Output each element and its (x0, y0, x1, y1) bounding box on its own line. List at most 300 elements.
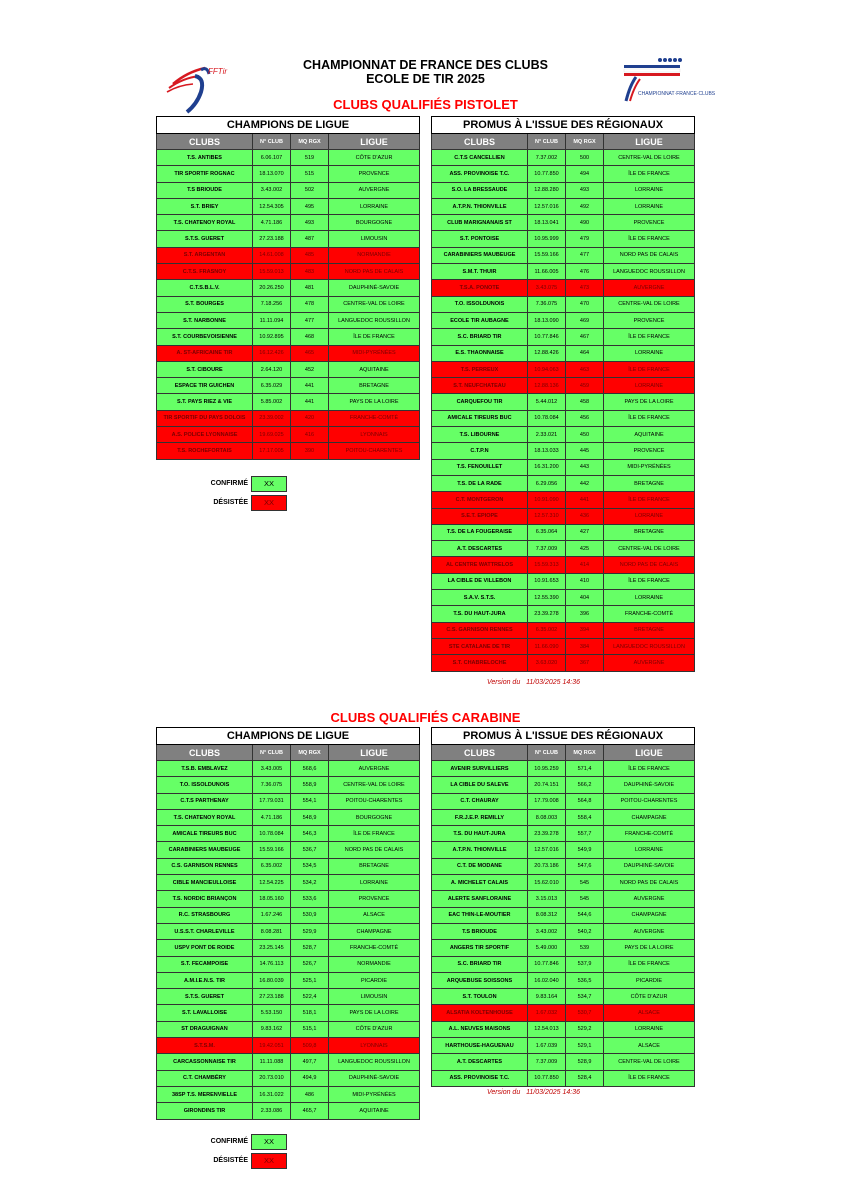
mq-rgx: 526,7 (291, 956, 329, 972)
ligue-name: PAYS DE LA LOIRE (604, 394, 695, 410)
club-number: 23.39.002 (253, 410, 291, 426)
club-name: S.T. TOULON (432, 989, 528, 1005)
legend-pistolet (195, 475, 287, 513)
mq-rgx: 522,4 (291, 989, 329, 1005)
club-name: S.E.T. EPIOPE (432, 508, 528, 524)
club-number: 2.64.120 (253, 361, 291, 377)
table-row (432, 793, 695, 809)
ligue-name: ALSACE (604, 1038, 695, 1054)
mq-rgx: 530,9 (291, 907, 329, 923)
club-name: ANGERS TIR SPORTIF (432, 940, 528, 956)
mq-rgx: 420 (291, 410, 329, 426)
club-name: CARABINIERS MAUBEUGE (157, 842, 253, 858)
club-name: A.T.P.N. THIONVILLE (432, 842, 528, 858)
club-number: 18.13.090 (528, 312, 566, 328)
ligue-name: LANGUEDOC ROUSSILLON (329, 1054, 420, 1070)
ligue-name: BRETAGNE (604, 622, 695, 638)
ligue-name: ÎLE DE FRANCE (604, 761, 695, 777)
mq-rgx: 509,8 (291, 1038, 329, 1054)
table-title: PROMUS À L'ISSUE DES RÉGIONAUX (432, 117, 695, 134)
club-name: T.S. NORDIC BRIANÇON (157, 891, 253, 907)
ligue-name: DAUPHINÉ-SAVOIE (329, 280, 420, 296)
mq-rgx: 497,7 (291, 1054, 329, 1070)
club-number: 20.73.186 (528, 858, 566, 874)
table-row (157, 427, 420, 443)
mq-rgx: 410 (566, 573, 604, 589)
table-row (157, 1070, 420, 1086)
mq-rgx: 459 (566, 378, 604, 394)
ligue-name: PROVENCE (604, 443, 695, 459)
table-row (432, 231, 695, 247)
table-row (157, 166, 420, 182)
club-name: ALSATIA KOLTENHOUSE (432, 1005, 528, 1021)
mq-rgx: 537,9 (566, 956, 604, 972)
ligue-name: LIMOUSIN (329, 231, 420, 247)
ligue-name: LORRAINE (604, 842, 695, 858)
club-name: T.S. DE LA RADE (432, 475, 528, 491)
mq-rgx: 549,9 (566, 842, 604, 858)
table-row (157, 1038, 420, 1054)
club-name: U.S.S.T. CHARLEVILLE (157, 923, 253, 939)
club-number: 2.33.086 (253, 1103, 291, 1119)
mq-rgx: 544,6 (566, 907, 604, 923)
table-row (157, 361, 420, 377)
club-number: 12.54.305 (253, 198, 291, 214)
table-row (157, 1086, 420, 1102)
ligue-name: LORRAINE (604, 508, 695, 524)
mq-rgx: 518,1 (291, 1005, 329, 1021)
club-name: A.T. DESCARTES (432, 1054, 528, 1070)
club-name: S.C. BRIARD TIR (432, 329, 528, 345)
club-name: TIR SPORTIF DU PAYS DOLOIS (157, 410, 253, 426)
mq-rgx: 473 (566, 280, 604, 296)
club-number: 6.35.029 (253, 378, 291, 394)
ligue-name: CENTRE-VAL DE LOIRE (604, 150, 695, 166)
club-number: 10.77.846 (528, 329, 566, 345)
club-name: S.O. LA BRESSAUDE (432, 182, 528, 198)
table-row (432, 606, 695, 622)
club-number: 15.59.013 (253, 264, 291, 280)
column-header: N° CLUB (253, 134, 291, 150)
club-number: 5.85.002 (253, 394, 291, 410)
club-number: 18.13.070 (253, 166, 291, 182)
club-name: T.S. CHATENOY ROYAL (157, 215, 253, 231)
table-row (157, 1103, 420, 1119)
table-row (157, 150, 420, 166)
club-number: 1.67.246 (253, 907, 291, 923)
ligue-name: NORMANDIE (329, 247, 420, 263)
mq-rgx: 529,2 (566, 1021, 604, 1037)
club-number: 15.62.010 (528, 875, 566, 891)
table-row (432, 761, 695, 777)
table-row (432, 655, 695, 671)
club-number: 1.67.039 (528, 1038, 566, 1054)
club-number: 10.95.999 (528, 231, 566, 247)
table-row (432, 166, 695, 182)
column-header: N° CLUB (528, 134, 566, 150)
club-number: 16.31.022 (253, 1086, 291, 1102)
club-name: ALERTE SANFLORAINE (432, 891, 528, 907)
club-name: C.T. CHAMBÉRY (157, 1070, 253, 1086)
table-row (157, 761, 420, 777)
table-row (432, 1038, 695, 1054)
section-title-pistolet: CLUBS QUALIFIÉS PISTOLET (333, 97, 518, 112)
ligue-name: ÎLE DE FRANCE (604, 361, 695, 377)
club-name: C.T.P.N (432, 443, 528, 459)
club-number: 12.88.280 (528, 182, 566, 198)
ligue-name: BOURGOGNE (329, 809, 420, 825)
ligue-name: MIDI-PYRÉNÉES (604, 459, 695, 475)
club-number: 15.59.313 (528, 557, 566, 573)
club-number: 10.91.090 (528, 492, 566, 508)
mq-rgx: 467 (566, 329, 604, 345)
mq-rgx: 529,9 (291, 923, 329, 939)
mq-rgx: 534,7 (566, 989, 604, 1005)
ligue-name: LYONNAIS (329, 1038, 420, 1054)
club-name: S.T. NEUFCHATEAU (432, 378, 528, 394)
table-row (432, 907, 695, 923)
ligue-name: CHAMPAGNE (329, 923, 420, 939)
table-title: CHAMPIONS DE LIGUE (157, 728, 420, 745)
club-number: 11.11.088 (253, 1054, 291, 1070)
ligue-name: CENTRE-VAL DE LOIRE (604, 296, 695, 312)
column-header: LIGUE (604, 134, 695, 150)
table-row (432, 280, 695, 296)
table-row (432, 956, 695, 972)
club-name: S.A.V. S.T.S. (432, 590, 528, 606)
club-number: 18.13.033 (528, 443, 566, 459)
club-name: T.S. FENOUILLET (432, 459, 528, 475)
mq-rgx: 443 (566, 459, 604, 475)
club-number: 16.02.040 (528, 972, 566, 988)
table-row (157, 842, 420, 858)
ligue-name: DAUPHINÉ-SAVOIE (329, 1070, 420, 1086)
table-row (432, 940, 695, 956)
ligue-name: CÔTE D'AZUR (329, 150, 420, 166)
version-carabine: Version du 11/03/2025 14:36 (487, 1089, 581, 1096)
club-name: EAC THIN-LE-MOUTIER (432, 907, 528, 923)
ligue-name: CHAMPAGNE (604, 907, 695, 923)
table-row (432, 345, 695, 361)
table-row (432, 492, 695, 508)
ligue-name: ALSACE (329, 907, 420, 923)
mq-rgx: 539 (566, 940, 604, 956)
club-number: 2.33.021 (528, 427, 566, 443)
club-number: 12.57.310 (528, 508, 566, 524)
ligue-name: PROVENCE (604, 312, 695, 328)
table-row (157, 394, 420, 410)
legend-desisted-label: DÉSISTÉE (213, 499, 248, 506)
club-name: S.T.S. GUERET (157, 231, 253, 247)
table-row (157, 826, 420, 842)
mq-rgx: 396 (566, 606, 604, 622)
table-row (157, 891, 420, 907)
mq-rgx: 427 (566, 524, 604, 540)
club-name: ECOLE TIR AUBAGNE (432, 312, 528, 328)
table-row (157, 247, 420, 263)
club-name: A. ST-AFRICAINE TIR (157, 345, 253, 361)
table-row (432, 1005, 695, 1021)
ligue-name: ALSACE (604, 1005, 695, 1021)
ligue-name: ÎLE DE FRANCE (329, 329, 420, 345)
club-name: A.T.P.N. THIONVILLE (432, 198, 528, 214)
table-row (432, 573, 695, 589)
club-name: S.T. NARBONNE (157, 312, 253, 328)
mq-rgx: 465,7 (291, 1103, 329, 1119)
mq-rgx: 404 (566, 590, 604, 606)
legend-desisted-swatch: XX (251, 495, 287, 511)
mq-rgx: 534,5 (291, 858, 329, 874)
club-number: 8.08.312 (528, 907, 566, 923)
club-name: T.S. DE LA FOUGERAISE (432, 524, 528, 540)
mq-rgx: 493 (566, 182, 604, 198)
ligue-name: DAUPHINÉ-SAVOIE (604, 858, 695, 874)
club-name: A.L. NEUVES MAISONS (432, 1021, 528, 1037)
table-row (432, 508, 695, 524)
mq-rgx: 494 (566, 166, 604, 182)
mq-rgx: 468 (291, 329, 329, 345)
mq-rgx: 425 (566, 541, 604, 557)
club-name: S.T. PONTOISE (432, 231, 528, 247)
mq-rgx: 568,6 (291, 761, 329, 777)
mq-rgx: 469 (566, 312, 604, 328)
ligue-name: LANGUEDOC ROUSSILLON (329, 312, 420, 328)
club-name: R.C. STRASBOURG (157, 907, 253, 923)
table-row (157, 858, 420, 874)
club-name: C.T. MONTGERON (432, 492, 528, 508)
club-name: HARTHOUSE-HAGUENAU (432, 1038, 528, 1054)
svg-text:CHAMPIONNAT·FRANCE·CLUBS: CHAMPIONNAT·FRANCE·CLUBS (638, 91, 716, 97)
club-name: T.S BRIOUDE (432, 923, 528, 939)
table-row (157, 989, 420, 1005)
mq-rgx: 476 (566, 264, 604, 280)
mq-rgx: 441 (291, 394, 329, 410)
ligue-name: CENTRE-VAL DE LOIRE (604, 1054, 695, 1070)
ligue-name: LYONNAIS (329, 427, 420, 443)
club-name: CARCASSONNAISE TIR (157, 1054, 253, 1070)
mq-rgx: 558,4 (566, 809, 604, 825)
mq-rgx: 525,1 (291, 972, 329, 988)
mq-rgx: 571,4 (566, 761, 604, 777)
mq-rgx: 536,5 (566, 972, 604, 988)
ligue-name: FRANCHE-COMTÉ (604, 826, 695, 842)
table-row (432, 182, 695, 198)
ligue-name: NORD PAS DE CALAIS (604, 875, 695, 891)
club-number: 7.18.256 (253, 296, 291, 312)
table-row (157, 215, 420, 231)
legend-desisted-swatch: XX (251, 1153, 287, 1169)
ligue-name: LANGUEDOC ROUSSILLON (604, 264, 695, 280)
table-row (432, 475, 695, 491)
table-row (157, 443, 420, 459)
club-name: S.T. CIBOURE (157, 361, 253, 377)
club-number: 23.39.278 (528, 826, 566, 842)
table-row (432, 809, 695, 825)
club-name: S.T. LAVALLOISE (157, 1005, 253, 1021)
mq-rgx: 502 (291, 182, 329, 198)
mq-rgx: 490 (566, 215, 604, 231)
ligue-name: ÎLE DE FRANCE (604, 492, 695, 508)
club-name: A.S. POLICE LYONNAISE (157, 427, 253, 443)
table-row (432, 858, 695, 874)
club-number: 10.91.653 (528, 573, 566, 589)
club-number: 17.17.005 (253, 443, 291, 459)
ligue-name: AQUITAINE (329, 1103, 420, 1119)
club-number: 10.77.846 (528, 956, 566, 972)
table-row (157, 378, 420, 394)
table-row (157, 809, 420, 825)
mq-rgx: 534,2 (291, 875, 329, 891)
club-name: ESPACE TIR GUICHEN (157, 378, 253, 394)
table-row (432, 150, 695, 166)
ligue-name: FRANCHE-COMTÉ (604, 606, 695, 622)
table-row (157, 1054, 420, 1070)
mq-rgx: 564,8 (566, 793, 604, 809)
ligue-name: CHAMPAGNE (604, 809, 695, 825)
club-number: 5.49.000 (528, 940, 566, 956)
table-row (432, 361, 695, 377)
club-name: S.T. BOURGES (157, 296, 253, 312)
club-name: S.T. BRIEY (157, 198, 253, 214)
column-header: CLUBS (157, 134, 253, 150)
club-number: 5.44.012 (528, 394, 566, 410)
club-name: LA CIBLE DU SALEVE (432, 777, 528, 793)
club-number: 7.37.009 (528, 1054, 566, 1070)
mq-rgx: 464 (566, 345, 604, 361)
table-carabine-promus (431, 727, 695, 1087)
club-name: C.T.S. FRASNOY (157, 264, 253, 280)
club-name: CLUB MARIGNANAIS ST (432, 215, 528, 231)
club-name: S.M.T. THUIR (432, 264, 528, 280)
mq-rgx: 545 (566, 891, 604, 907)
club-number: 6.35.002 (253, 858, 291, 874)
mq-rgx: 390 (291, 443, 329, 459)
mq-rgx: 481 (291, 280, 329, 296)
ligue-name: LORRAINE (604, 198, 695, 214)
club-number: 16.31.200 (528, 459, 566, 475)
club-number: 27.23.188 (253, 989, 291, 1005)
club-number: 3.43.002 (253, 182, 291, 198)
mq-rgx: 533,6 (291, 891, 329, 907)
mq-rgx: 442 (566, 475, 604, 491)
ligue-name: ÎLE DE FRANCE (604, 410, 695, 426)
mq-rgx: 367 (566, 655, 604, 671)
club-number: 3.15.013 (528, 891, 566, 907)
table-pistolet-promus (431, 116, 695, 672)
ligue-name: ÎLE DE FRANCE (604, 329, 695, 345)
legend-desisted-label: DÉSISTÉE (213, 1157, 248, 1164)
club-number: 19.42.051 (253, 1038, 291, 1054)
legend-confirmed-label: CONFIRMÉ (210, 480, 248, 487)
ligue-name: ÎLE DE FRANCE (604, 231, 695, 247)
club-number: 3.43.075 (528, 280, 566, 296)
club-name: AMICALE TIREURS BUC (432, 410, 528, 426)
table-row (432, 1021, 695, 1037)
table-row (157, 231, 420, 247)
table-row (432, 247, 695, 263)
club-number: 20.26.250 (253, 280, 291, 296)
club-number: 9.83.162 (253, 1021, 291, 1037)
ligue-name: LORRAINE (329, 198, 420, 214)
ligue-name: AQUITAINE (329, 361, 420, 377)
ligue-name: LORRAINE (604, 378, 695, 394)
legend-confirmed-swatch: XX (251, 476, 287, 492)
table-carabine-champions (156, 727, 420, 1120)
ligue-name: POITOU-CHARENTES (604, 793, 695, 809)
column-header: N° CLUB (253, 745, 291, 761)
club-name: ASS. PROVINOISE T.C. (432, 1070, 528, 1086)
ligue-name: PROVENCE (604, 215, 695, 231)
club-number: 11.66.005 (528, 264, 566, 280)
club-number: 12.57.016 (528, 842, 566, 858)
table-row (157, 198, 420, 214)
club-number: 10.77.850 (528, 166, 566, 182)
mq-rgx: 394 (566, 622, 604, 638)
mq-rgx: 487 (291, 231, 329, 247)
club-name: T.S. DU HAUT-JURA (432, 826, 528, 842)
club-number: 4.71.186 (253, 809, 291, 825)
mq-rgx: 384 (566, 638, 604, 654)
ligue-name: POITOU-CHARENTES (329, 443, 420, 459)
mq-rgx: 436 (566, 508, 604, 524)
ligue-name: PAYS DE LA LOIRE (329, 394, 420, 410)
table-row (432, 541, 695, 557)
club-number: 16.12.426 (253, 345, 291, 361)
club-name: T.S. CHATENOY ROYAL (157, 809, 253, 825)
table-row (432, 394, 695, 410)
table-row (157, 940, 420, 956)
mq-rgx: 479 (566, 231, 604, 247)
club-number: 5.53.150 (253, 1005, 291, 1021)
club-name: C.T.S.B.L.V. (157, 280, 253, 296)
table-row (432, 891, 695, 907)
mq-rgx: 492 (566, 198, 604, 214)
legend-carabine (195, 1133, 287, 1171)
table-row (432, 427, 695, 443)
mq-rgx: 536,7 (291, 842, 329, 858)
club-number: 12.55.390 (528, 590, 566, 606)
mq-rgx: 547,6 (566, 858, 604, 874)
ligue-name: CENTRE-VAL DE LOIRE (329, 296, 420, 312)
club-name: S.C. BRIARD TIR (432, 956, 528, 972)
club-name: T.O. ISSOLDUNOIS (432, 296, 528, 312)
club-name: S.T.S.M. (157, 1038, 253, 1054)
club-name: T.S. ANTIBES (157, 150, 253, 166)
ligue-name: NORD PAS DE CALAIS (329, 264, 420, 280)
club-number: 7.37.002 (528, 150, 566, 166)
ligue-name: NORD PAS DE CALAIS (604, 247, 695, 263)
page-title (0, 58, 851, 86)
mq-rgx: 546,3 (291, 826, 329, 842)
club-number: 11.11.094 (253, 312, 291, 328)
mq-rgx: 529,1 (566, 1038, 604, 1054)
table-row (432, 524, 695, 540)
club-name: E.S. THAONNAISE (432, 345, 528, 361)
table-row (432, 264, 695, 280)
mq-rgx: 452 (291, 361, 329, 377)
club-number: 1.67.032 (528, 1005, 566, 1021)
mq-rgx: 465 (291, 345, 329, 361)
table-row (432, 215, 695, 231)
club-number: 8.08.003 (528, 809, 566, 825)
ligue-name: ÎLE DE FRANCE (329, 826, 420, 842)
column-header: CLUBS (432, 745, 528, 761)
club-number: 3.43.002 (528, 923, 566, 939)
club-name: A.M.I.E.N.S. TIR (157, 972, 253, 988)
mq-rgx: 470 (566, 296, 604, 312)
club-name: AL CENTRE WATTRELOS (432, 557, 528, 573)
ligue-name: PROVENCE (329, 166, 420, 182)
